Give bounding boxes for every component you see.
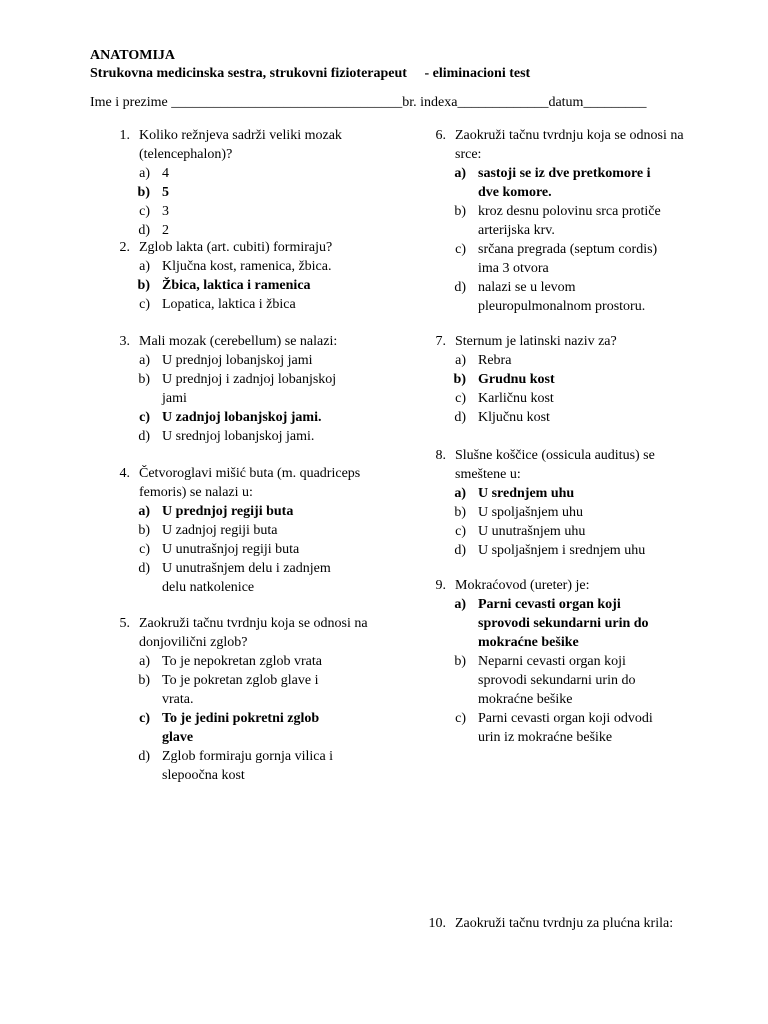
option-text: To je pokretan zglob glave i vrata. xyxy=(162,673,319,707)
answer-option[interactable] xyxy=(108,671,398,709)
answer-option[interactable] xyxy=(108,427,398,446)
question-text: Zglob lakta (art. cubiti) formiraju? xyxy=(139,240,333,255)
option-letter: c) xyxy=(139,297,150,312)
option-letter: a) xyxy=(139,353,150,368)
option-letter: c) xyxy=(455,391,466,406)
option-letter: b) xyxy=(137,185,150,200)
question-6 xyxy=(424,126,724,316)
question-number: 3. xyxy=(119,334,130,349)
option-letter: a) xyxy=(455,353,466,368)
answer-option[interactable] xyxy=(108,408,398,427)
question-2 xyxy=(108,238,398,314)
option-text: U prednjoj i zadnjoj lobanjskoj jami xyxy=(162,372,337,406)
question-10 xyxy=(424,914,724,933)
option-letter: b) xyxy=(454,204,466,219)
question-number: 5. xyxy=(119,616,130,631)
option-text: 3 xyxy=(162,204,169,219)
question-text: Mali mozak (cerebellum) se nalazi: xyxy=(139,334,338,349)
option-text: U zadnjoj regiji buta xyxy=(162,523,278,538)
option-text: Žbica, laktica i ramenica xyxy=(162,278,311,293)
option-text: 5 xyxy=(162,185,169,200)
option-letter: a) xyxy=(454,486,466,501)
option-letter: d) xyxy=(138,223,150,238)
answer-option[interactable] xyxy=(108,559,398,597)
option-text: Karličnu kost xyxy=(478,391,554,406)
option-text: Parni cevasti organ koji odvodi urin iz mokraćne bešike xyxy=(478,711,653,745)
option-text: Rebra xyxy=(478,353,512,368)
answer-option[interactable] xyxy=(108,521,398,540)
question-text: Slušne koščice (ossicula auditus) se smeštene u: xyxy=(455,448,655,482)
option-letter: a) xyxy=(139,654,150,669)
question-7 xyxy=(424,332,724,427)
option-text: To je jedini pokretni zglob glave xyxy=(162,711,320,745)
question-number: 2. xyxy=(119,240,130,255)
question-number: 10. xyxy=(428,916,446,931)
option-letter: b) xyxy=(138,673,150,688)
option-letter: d) xyxy=(454,410,466,425)
option-text: nalazi se u levom pleuropulmonalnom prostoru. xyxy=(478,280,646,314)
option-letter: d) xyxy=(138,561,150,576)
option-letter: c) xyxy=(139,711,150,726)
option-letter: d) xyxy=(138,749,150,764)
option-text: U spoljašnjem i srednjem uhu xyxy=(478,543,646,558)
option-text: kroz desnu polovinu srca protiče arterijska krv. xyxy=(478,204,661,238)
option-text: 4 xyxy=(162,166,169,181)
document-subtitle: Strukovna medicinska sestra, strukovni fizioterapeut - eliminacioni test xyxy=(90,66,531,81)
question-1 xyxy=(108,126,398,240)
answer-option[interactable] xyxy=(424,351,724,370)
answer-option[interactable] xyxy=(108,747,398,785)
answer-option[interactable] xyxy=(424,484,724,503)
option-letter: c) xyxy=(139,410,150,425)
question-text: Mokraćovod (ureter) je: xyxy=(455,578,590,593)
answer-option[interactable] xyxy=(108,276,398,295)
option-letter: a) xyxy=(454,166,466,181)
option-letter: b) xyxy=(138,372,150,387)
answer-option[interactable] xyxy=(108,709,398,747)
answer-option[interactable] xyxy=(108,202,398,221)
answer-option[interactable] xyxy=(424,541,724,560)
option-letter: d) xyxy=(138,429,150,444)
option-text: Lopatica, laktica i žbica xyxy=(162,297,296,312)
question-number: 1. xyxy=(119,128,130,143)
option-text: 2 xyxy=(162,223,169,238)
option-text: Neparni cevasti organ koji sprovodi sekundarni urin do mokraćne bešike xyxy=(478,654,636,707)
question-number: 6. xyxy=(435,128,446,143)
answer-option[interactable] xyxy=(108,652,398,671)
answer-option[interactable] xyxy=(424,164,724,202)
question-8 xyxy=(424,446,724,560)
option-text: U srednjem uhu xyxy=(478,486,575,501)
answer-option[interactable] xyxy=(424,240,724,278)
answer-option[interactable] xyxy=(424,595,724,652)
answer-option[interactable] xyxy=(108,257,398,276)
question-text: Zaokruži tačnu tvrdnju koja se odnosi na srce: xyxy=(455,128,684,162)
option-text: Ključna kost, ramenica, žbica. xyxy=(162,259,332,274)
answer-option[interactable] xyxy=(424,709,724,747)
answer-option[interactable] xyxy=(424,503,724,522)
answer-option[interactable] xyxy=(424,202,724,240)
answer-option[interactable] xyxy=(424,278,724,316)
question-text: Zaokruži tačnu tvrdnju za plućna krila: xyxy=(455,916,674,931)
student-info-line: Ime i prezime _________________________________br. indexa_____________datum_________ xyxy=(90,95,647,110)
answer-option[interactable] xyxy=(108,183,398,202)
answer-option[interactable] xyxy=(424,370,724,389)
option-text: U zadnjoj lobanjskoj jami. xyxy=(162,410,322,425)
option-letter: a) xyxy=(139,166,150,181)
question-text: Četvoroglavi mišić buta (m. quadriceps femoris) se nalazi u: xyxy=(139,466,361,500)
answer-option[interactable] xyxy=(108,502,398,521)
question-number: 7. xyxy=(435,334,446,349)
option-text: srčana pregrada (septum cordis) ima 3 otvora xyxy=(478,242,658,276)
option-letter: c) xyxy=(139,542,150,557)
answer-option[interactable] xyxy=(108,540,398,559)
option-text: Grudnu kost xyxy=(478,372,555,387)
option-text: U unutrašnjem delu i zadnjem delu natkolenice xyxy=(162,561,331,595)
option-text: sastoji se iz dve pretkomore i dve komore. xyxy=(478,166,651,200)
answer-option[interactable] xyxy=(108,370,398,408)
option-letter: d) xyxy=(454,280,466,295)
option-letter: b) xyxy=(137,278,150,293)
option-letter: a) xyxy=(454,597,466,612)
answer-option[interactable] xyxy=(424,652,724,709)
question-text: Koliko režnjeva sadrži veliki mozak (telencephalon)? xyxy=(139,128,342,162)
option-letter: d) xyxy=(454,543,466,558)
option-letter: c) xyxy=(455,242,466,257)
option-letter: c) xyxy=(455,711,466,726)
question-5 xyxy=(108,614,398,785)
document-title: ANATOMIJA xyxy=(90,48,176,63)
question-number: 8. xyxy=(435,448,446,463)
option-text: U prednjoj lobanjskoj jami xyxy=(162,353,313,368)
option-text: U spoljašnjem uhu xyxy=(478,505,583,520)
question-number: 9. xyxy=(435,578,446,593)
option-text: U srednjoj lobanjskoj jami. xyxy=(162,429,315,444)
answer-option[interactable] xyxy=(108,295,398,314)
option-letter: b) xyxy=(138,523,150,538)
answer-option[interactable] xyxy=(424,408,724,427)
option-text: Zglob formiraju gornja vilica i slepoočna kost xyxy=(162,749,334,783)
option-text: U unutrašnjem uhu xyxy=(478,524,586,539)
option-text: U unutrašnjoj regiji buta xyxy=(162,542,300,557)
question-9 xyxy=(424,576,724,747)
option-text: To je nepokretan zglob vrata xyxy=(162,654,322,669)
option-letter: b) xyxy=(454,505,466,520)
option-letter: b) xyxy=(454,654,466,669)
answer-option[interactable] xyxy=(108,351,398,370)
answer-option[interactable] xyxy=(108,164,398,183)
option-letter: c) xyxy=(139,204,150,219)
option-text: U prednjoj regiji buta xyxy=(162,504,294,519)
option-letter: c) xyxy=(455,524,466,539)
option-letter: a) xyxy=(138,504,150,519)
question-number: 4. xyxy=(119,466,130,481)
question-3 xyxy=(108,332,398,446)
answer-option[interactable] xyxy=(424,522,724,541)
option-letter: a) xyxy=(139,259,150,274)
option-letter: b) xyxy=(453,372,466,387)
option-text: Ključnu kost xyxy=(478,410,550,425)
question-text: Zaokruži tačnu tvrdnju koja se odnosi na donjovilični zglob? xyxy=(139,616,368,650)
question-text: Sternum je latinski naziv za? xyxy=(455,334,617,349)
option-text: Parni cevasti organ koji sprovodi sekundarni urin do mokraćne bešike xyxy=(478,597,649,650)
question-4 xyxy=(108,464,398,597)
answer-option[interactable] xyxy=(424,389,724,408)
